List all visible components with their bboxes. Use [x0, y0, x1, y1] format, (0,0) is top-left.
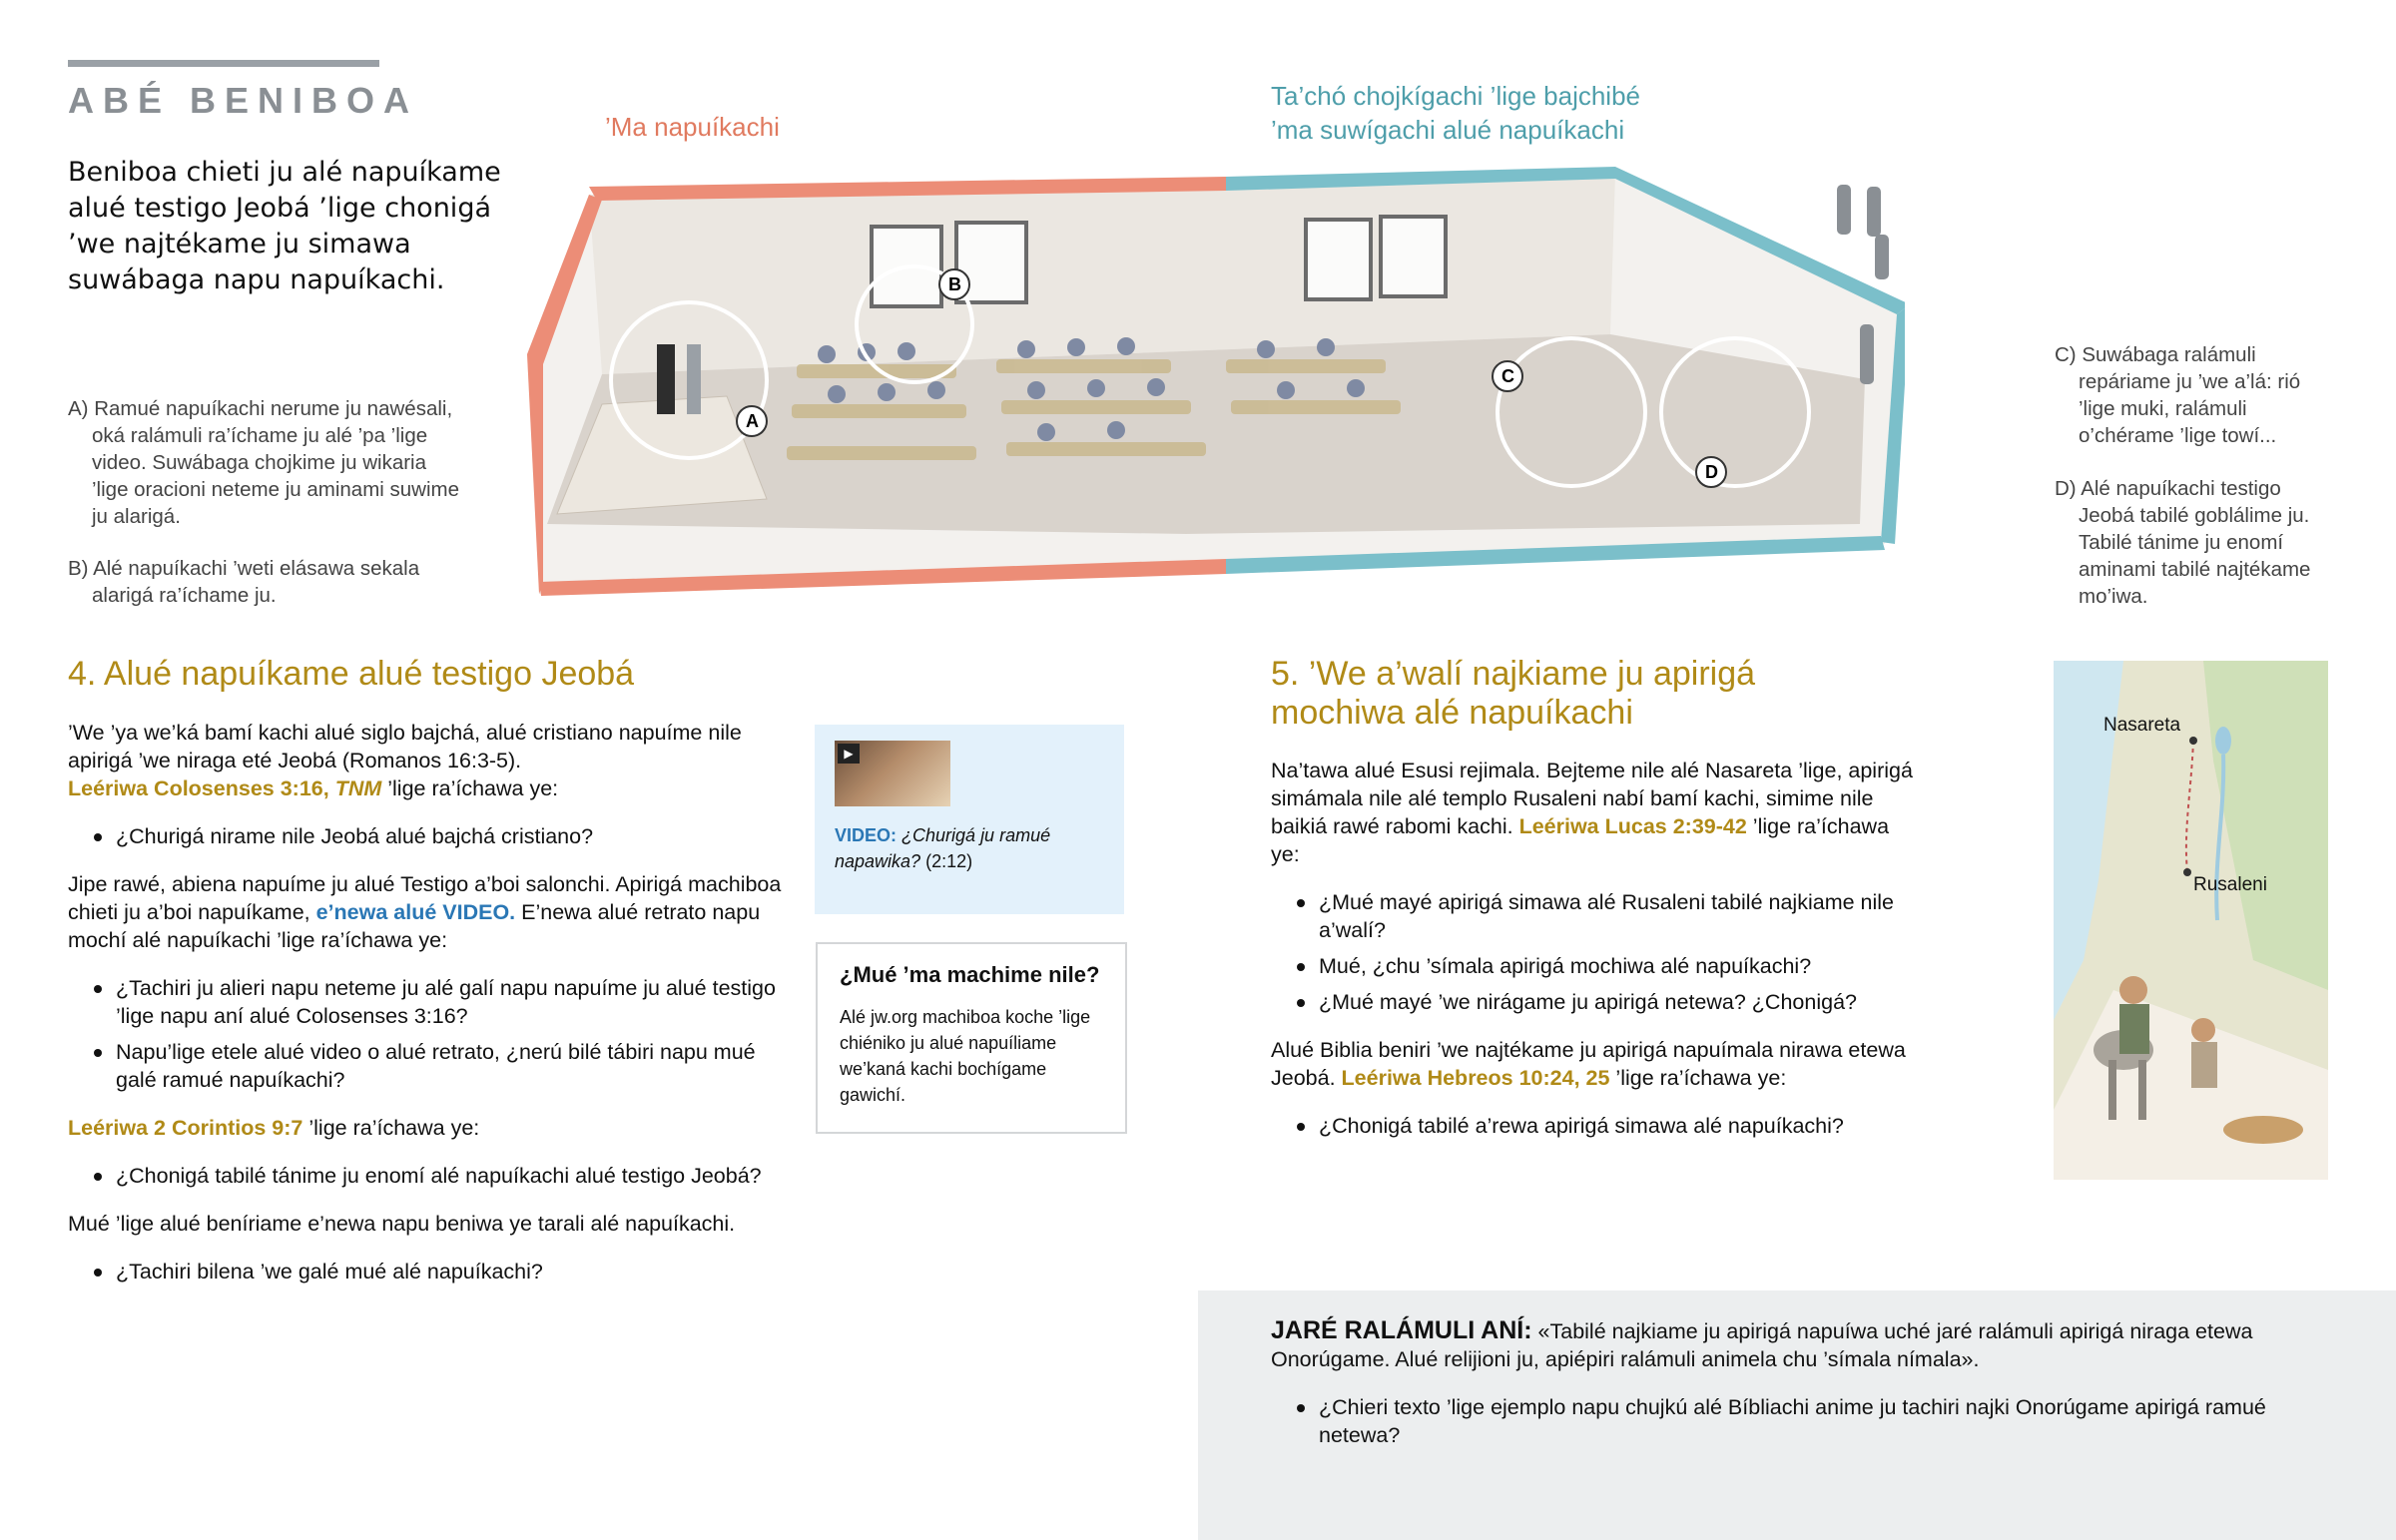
video-duration: (2:12): [925, 851, 973, 871]
list-item: ¿Chieri texto ’lige ejemplo napu chujkú alé Bíbliachi anime ju tachiri najki Onorúgame apirigá ramué netewa?: [1271, 1393, 2269, 1449]
corinthians-ref-after: ’lige ra’íchawa ye:: [302, 1116, 480, 1140]
objection-body: [1271, 1316, 2269, 1469]
list-item: ¿Chonigá tabilé a’rewa apirigá simawa alé napuíkachi?: [1271, 1112, 1920, 1140]
section-4-list-4: [68, 1258, 787, 1285]
section-4-body: [68, 719, 787, 1305]
list-item: Mué, ¿chu ’símala apirigá mochiwa alé napuíkachi?: [1271, 952, 1920, 980]
section-5-list-1: [1271, 888, 1920, 1016]
section-4-paragraph-3: [68, 1114, 787, 1142]
header-rule: [68, 60, 379, 67]
caption-d: [2055, 475, 2334, 610]
section-5-list-2: [1271, 1112, 1920, 1140]
section-5-heading: [1271, 655, 1970, 733]
objection-list: [1271, 1393, 2269, 1449]
hebrews-ref-after: ’lige ra’íchawa ye:: [1609, 1066, 1787, 1090]
intro-text: Beniboa chieti ju alé napuíkame alué testigo Jeobá ’lige chonigá ’we najtékame ju simawa suwábaga napu napuíkachi.: [68, 157, 501, 295]
label-greeting-area: [1271, 79, 1640, 147]
video-thumbnail[interactable]: [835, 741, 950, 806]
list-item: ¿Tachiri ju alieri napu neteme ju alé galí napu napuíme ju alué testigo ’lige napu aní alué Colosenses 3:16?: [68, 974, 787, 1030]
video-link[interactable]: e’newa alué VIDEO.: [315, 900, 516, 924]
section-4-list-1: [68, 822, 787, 850]
video-label: VIDEO:: [835, 825, 898, 845]
list-item: ¿Tachiri bilena ’we galé mué alé napuíkachi?: [68, 1258, 787, 1285]
section-4-heading: 4. Alué napuíkame alué testigo Jeobá: [68, 655, 635, 693]
label-meeting-area: ’Ma napuíkachi: [605, 112, 780, 142]
label-greeting-line-1: Ta’chó chojkígachi ’lige bajchibé: [1271, 81, 1641, 111]
objection-paragraph: [1271, 1316, 2269, 1373]
section-5-paragraph-1: [1271, 757, 1920, 868]
section-5-body: [1271, 757, 1920, 1160]
video-caption: [835, 822, 1104, 874]
caption-b: [68, 555, 467, 609]
video-box[interactable]: [815, 725, 1124, 914]
scripture-ref-luke[interactable]: Leériwa Lucas 2:39-42: [1518, 814, 1747, 838]
marker-c: C: [1501, 366, 1514, 386]
section-4-paragraph-1: [68, 719, 787, 802]
section-4-paragraph-4: Mué ’lige alué beníriame e’newa napu beniwa ye tarali alé napuíkachi.: [68, 1212, 736, 1236]
section-4-p1-text: ’We ’ya we’ká bamí kachi alué siglo bajchá, alué cristiano napuíme nile apirigá ’we niraga eté Jeobá (Romanos 16:3-5).: [68, 721, 742, 772]
scripture-ref-hebrews[interactable]: Leériwa Hebreos 10:24, 25: [1341, 1066, 1610, 1090]
kingdom-hall-illustration: [527, 165, 1905, 604]
section-4-list-3: [68, 1162, 787, 1190]
label-greeting-line-2: ’ma suwígachi alué napuíkachi: [1271, 115, 1625, 145]
caption-b-text: B) Alé napuíkachi ’weti elásawa sekala alarigá ra’íchame ju.: [68, 557, 420, 607]
map-illustration: [2054, 661, 2328, 1180]
section-4-paragraph-2: [68, 870, 787, 954]
colossians-ref-after: ’lige ra’íchawa ye:: [381, 776, 559, 800]
question-box-text: Alé jw.org machiboa koche ’lige chiéniko ju alué napuíliame we’kaná kachi bochígame gawichí.: [840, 1007, 1091, 1105]
tnm-abbrev: TNM: [334, 776, 382, 800]
objection-text: «Tabilé najkiame ju apirigá napuíwa uché jaré ralámuli apirigá niraga etewa Onorúgame. Alué relijioni ju, apiépiri ralámuli animela chu ’símala nímala».: [1271, 1319, 2253, 1371]
question-box: [816, 942, 1127, 1134]
section-4-list-2: [68, 974, 787, 1094]
marker-d: D: [1705, 462, 1718, 482]
play-icon[interactable]: ▶: [838, 744, 860, 764]
list-item: Napu’lige etele alué video o alué retrato, ¿nerú bilé tábiri napu mué galé ramué napuíkachi?: [68, 1038, 787, 1094]
section-5-heading-line-2: mochiwa alé napuíkachi: [1271, 694, 1633, 732]
marker-a: A: [746, 411, 759, 431]
caption-a: [68, 395, 467, 530]
caption-a-text: A) Ramué napuíkachi nerume ju nawésali, oká ralámuli ra’íchame ju alé ’pa ’lige video. Suwábaga chojkime ju wikaria ’lige oracioni neteme ju aminami suwime ju alarigá.: [68, 397, 460, 528]
section-5-p1-text: Na’tawa alué Esusi rejimala. Bejteme nile alé Nasareta ’lige, apirigá simámala nile alé templo Rusaleni nabí bamí kachi, simime nile baikiá rawé rabomi kachi.: [1271, 759, 1913, 838]
section-4-p2b: E’newa alué retrato napu mochí alé napuíkachi ’lige ra’íchawa ye:: [68, 900, 761, 952]
list-item: ¿Chonigá tabilé tánime ju enomí alé napuíkachi alué testigo Jeobá?: [68, 1162, 787, 1190]
video-title: ¿Churigá ju ramué napawika?: [835, 825, 1051, 871]
luke-ref-after: ’lige ra’íchawa ye:: [1271, 814, 1890, 866]
objection-label: JARÉ RALÁMULI ANÍ:: [1271, 1316, 1532, 1344]
colossians-ref-text: Leériwa Colosenses 3:16,: [68, 776, 335, 800]
list-item: ¿Churigá nirame nile Jeobá alué bajchá cristiano?: [68, 822, 787, 850]
section-kicker: ABÉ BENIBOA: [68, 80, 419, 121]
section-4-p2a: Jipe rawé, abiena napuíme ju alué Testigo a’boi salonchi. Apirigá machiboa chieti ju a’boi napuíkame,: [68, 872, 782, 924]
list-item: ¿Mué mayé apirigá simawa alé Rusaleni tabilé najkiame nile a’walí?: [1271, 888, 1920, 944]
section-5-paragraph-2: [1271, 1036, 1920, 1092]
question-box-title: ¿Mué ’ma machime nile?: [840, 962, 1100, 987]
caption-d-text: D) Alé napuíkachi testigo Jeobá tabilé goblálime ju. Tabilé tánime ju enomí aminami tabilé najtékame mo’iwa.: [2055, 477, 2311, 608]
scripture-ref-corinthians[interactable]: Leériwa 2 Corintios 9:7: [68, 1116, 303, 1140]
scripture-ref-colossians[interactable]: [68, 776, 381, 800]
map-label-nazareth: Nasareta: [2103, 715, 2181, 736]
map-label-jerusalem: Rusaleni: [2193, 874, 2267, 895]
caption-c: [2055, 341, 2334, 449]
section-5-p2-text: Alué Biblia beniri ’we najtékame ju apirigá napuímala nirawa etewa Jeobá.: [1271, 1038, 1906, 1090]
list-item: ¿Mué mayé ’we nirágame ju apirigá netewa? ¿Chonigá?: [1271, 988, 1920, 1016]
marker-b: B: [948, 274, 961, 294]
section-5-heading-line-1: 5. ’We a’walí najkiame ju apirigá: [1271, 655, 1756, 693]
objection-box: [1198, 1290, 2396, 1540]
caption-c-text: C) Suwábaga ralámuli repáriame ju ’we a’lá: rió ’lige muki, ralámuli o’chérame ’lige towí...: [2055, 343, 2301, 447]
